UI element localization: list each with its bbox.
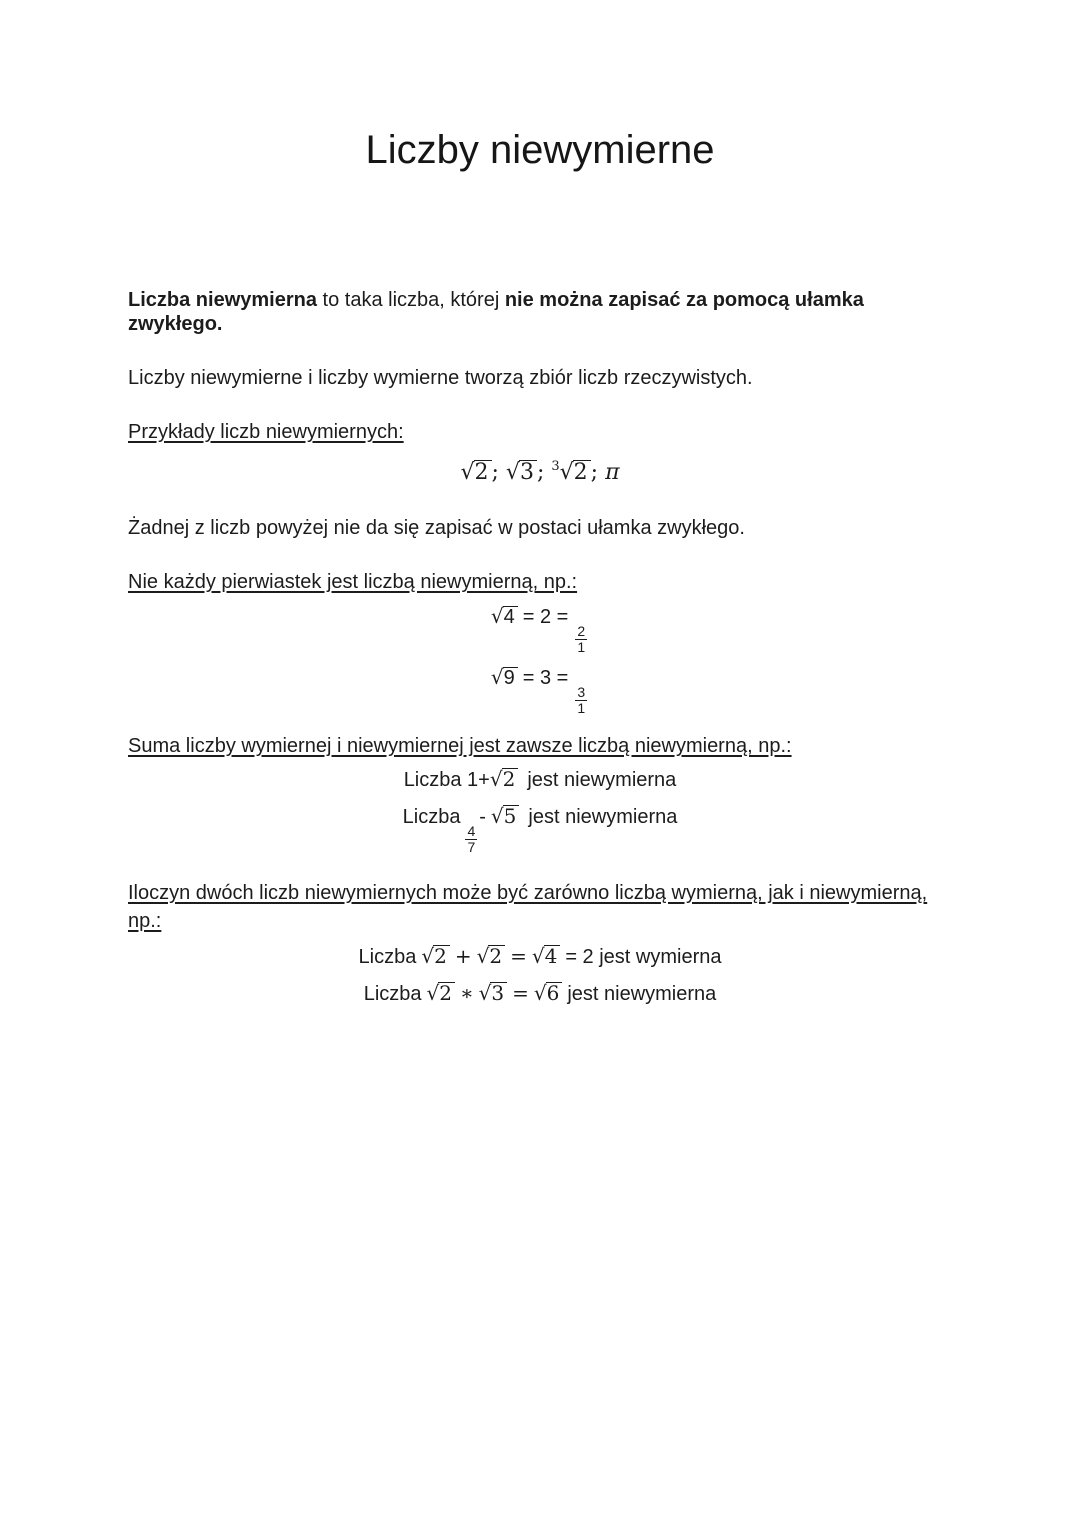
- equals-sign: =: [510, 944, 527, 968]
- radical-sign: √: [421, 944, 435, 968]
- radicand: 4: [503, 606, 518, 628]
- radical-sign: √: [531, 944, 545, 968]
- denominator: 7: [467, 839, 476, 855]
- product-rule-heading: [128, 879, 952, 935]
- radical-sign: √: [505, 460, 520, 485]
- tail-text: jest niewymierna: [567, 983, 717, 1005]
- radicand: 3: [490, 982, 507, 1004]
- sum-example-2: [128, 797, 952, 855]
- sqrt-4: [532, 941, 560, 971]
- intro-regular-text: to taka liczba, której: [316, 289, 505, 311]
- equals-text: = 3 =: [522, 667, 569, 689]
- root4-formula: [128, 596, 952, 655]
- fraction-4-7: [465, 824, 477, 855]
- sqrt-6: [534, 978, 562, 1008]
- radical-sign: √: [489, 767, 503, 791]
- real-set-paragraph: Liczby niewymierne i liczby wymierne tworzą zbiór liczb rzeczywistych.: [128, 367, 753, 389]
- radicand: 5: [503, 805, 520, 827]
- none-note-paragraph: Żadnej z liczb powyżej nie da się zapisać w postaci ułamka zwykłego.: [128, 517, 745, 539]
- prefix-text: Liczba: [358, 946, 417, 968]
- denominator: 1: [577, 700, 586, 716]
- radicand: 2: [488, 945, 505, 967]
- prefix-text: Liczba 1+: [403, 769, 490, 791]
- sqrt-2: [477, 941, 505, 971]
- fraction-2-1: [575, 624, 587, 655]
- product-example-2: [128, 978, 952, 1009]
- pi-symbol: π: [605, 460, 620, 485]
- plus-operator: +: [454, 944, 472, 968]
- separator: ;: [536, 460, 552, 485]
- radicand: 2: [433, 945, 450, 967]
- separator: ;: [590, 460, 606, 485]
- tail-text: = 2 jest wymierna: [565, 946, 722, 968]
- radical-sign: √: [478, 981, 492, 1005]
- suffix-text: jest niewymierna: [528, 806, 678, 828]
- product-example-1: [128, 941, 952, 972]
- intro-paragraph: [128, 288, 952, 336]
- examples-heading: Przykłady liczb niewymiernych:: [128, 421, 404, 443]
- page-title: Liczby niewymierne: [365, 128, 715, 172]
- radical-sign: √: [490, 604, 504, 628]
- separator: ;: [491, 460, 506, 485]
- radicand: 4: [544, 945, 561, 967]
- equals-text: = 2 =: [522, 606, 569, 628]
- sqrt-9: [491, 657, 518, 698]
- intro-bold-rule: nie można zapisać za pomocą ułamka zwykłego.: [128, 289, 864, 335]
- sqrt-2: [490, 764, 518, 794]
- sqrt-2: [427, 978, 455, 1008]
- root9-formula: [128, 657, 952, 716]
- radical-sign: √: [426, 981, 440, 1005]
- radical-sign: √: [559, 460, 574, 485]
- sqrt-2: [460, 456, 491, 490]
- examples-formula: [128, 450, 952, 490]
- sqrt-3: [479, 978, 507, 1008]
- numerator: 4: [467, 823, 476, 839]
- sum-example-1: [128, 764, 952, 795]
- sum-rule-heading: Suma liczby wymiernej i niewymiernej jest zawsze liczbą niewymierną, np.:: [128, 735, 792, 757]
- sqrt-3: [506, 456, 537, 490]
- radical-sign: √: [476, 944, 490, 968]
- numerator: 3: [577, 684, 586, 700]
- multiply-operator: ∗: [460, 981, 474, 1005]
- radicand: 6: [546, 982, 563, 1004]
- radicand: 2: [502, 768, 519, 790]
- denominator: 1: [577, 639, 586, 655]
- minus-sign: -: [479, 806, 486, 828]
- radicand: 9: [503, 667, 518, 689]
- heading-line-1: Iloczyn dwóch liczb niewymiernych może być zarówno liczbą wymierną, jak i niewymierną,: [128, 882, 928, 904]
- sqrt-2: [421, 941, 449, 971]
- heading-line-2: np.:: [128, 910, 162, 932]
- intro-bold-term: Liczba niewymierna: [128, 289, 317, 311]
- prefix-text: Liczba: [363, 983, 422, 1005]
- prefix-text: Liczba: [402, 806, 461, 828]
- radicand: 2: [573, 460, 591, 484]
- radicand: 2: [474, 460, 492, 484]
- radical-sign: √: [490, 804, 504, 828]
- sqrt-5: [491, 797, 519, 835]
- radicand: 3: [519, 460, 537, 484]
- radicand: 2: [438, 982, 455, 1004]
- suffix-text: jest niewymierna: [527, 769, 677, 791]
- root-index: 3: [551, 459, 560, 474]
- radical-sign: √: [490, 665, 504, 689]
- radical-sign: √: [533, 981, 547, 1005]
- equals-sign: =: [512, 981, 529, 1005]
- not-every-root-heading: Nie każdy pierwiastek jest liczbą niewymierną, np.:: [128, 571, 578, 593]
- radical-sign: √: [460, 460, 475, 485]
- numerator: 2: [577, 623, 586, 639]
- cube-root-2: [551, 450, 590, 490]
- fraction-3-1: [575, 685, 587, 716]
- sqrt-4: [491, 596, 518, 637]
